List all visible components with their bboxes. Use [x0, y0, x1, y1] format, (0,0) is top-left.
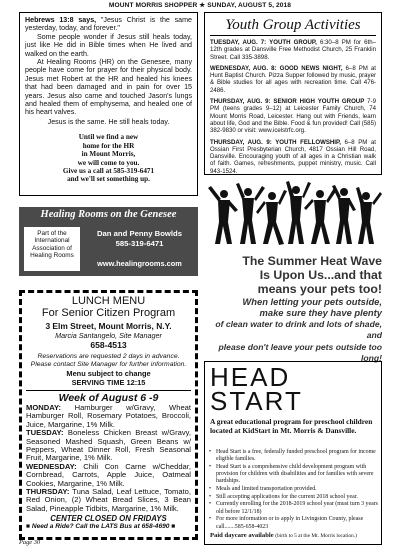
ride-notice: ■ Need a Ride? Call the LATS Bus at 658-4690 ■ [26, 523, 176, 531]
verse-paragraph [25, 16, 192, 33]
lunch-title: LUNCH MENU [71, 295, 146, 307]
event-heading: THURSDAY, AUG. 9: SENIOR HIGH YOUTH GROUP [210, 98, 365, 106]
dancing-silhouettes-image [204, 180, 382, 250]
reservation-line: Reservations are requested 2 days in advance. [37, 353, 180, 360]
lunch-phone: 658-4513 [90, 340, 127, 350]
page-number: Page 30 [19, 539, 41, 546]
head-start-bullets [209, 449, 379, 531]
lunch-subtitle: For Senior Citizen Program [41, 307, 176, 319]
bullet-item: • Currently enrolling for the 2018-2019 school year (must turn 3 years old before 12/1/18) [209, 501, 379, 515]
youth-event [210, 98, 376, 134]
bullet-item: • Still accepting applications for the current 2018 school year. [209, 494, 379, 501]
heat-headline-line: means your pets too! [257, 282, 382, 296]
banner-title: Healing Rooms on the Genesee [40, 209, 177, 220]
day-label: WEDNESDAY: [26, 461, 77, 471]
page-header: MOUNT MORRIS SHOPPER ★ SUNDAY, AUGUST 5, 2018 [108, 2, 292, 9]
association-line: International [34, 237, 70, 245]
head-start-title-line: START [210, 386, 303, 416]
head-start-box [204, 361, 382, 545]
youth-event [210, 39, 376, 61]
lunch-manager: Marcia Santangelo, Site Manager [55, 331, 162, 340]
note-line: in Mount Morris, [81, 150, 136, 159]
day-label: THURSDAY: [26, 487, 70, 497]
menu-day [26, 404, 191, 429]
menu-day [26, 429, 191, 463]
lunch-address: 3 Elm Street, Mount Morris, N.Y. [45, 321, 172, 331]
healing-article [19, 12, 198, 196]
head-start-title-line: HEAD [210, 362, 291, 392]
notice-line: SERVING TIME 12:15 [71, 378, 146, 387]
week-heading: Week of August 6 -9 [26, 390, 191, 404]
healing-paragraph-1: Some people wonder if Jesus still heals today, just like He did in Bible times when He lived and walked on the earth. [25, 32, 192, 58]
event-heading: THURSDAY, AUG. 9: YOUTH FELLOWSHIP, [210, 138, 341, 146]
day-menu: Boneless Chicken Breast w/Gravy, Seasoned Mashed Squash, Green Beans w/ Peppers, Wheat Dinner Roll, Fresh Seasonal Fruit, Margarine, 1% Milk. [26, 428, 191, 463]
lunch-menu-box [19, 290, 198, 540]
event-heading: WEDNESDAY, AUG. 8: GOOD NEWS NIGHT, [210, 64, 343, 72]
verse-reference: Hebrews 13:8 says, [25, 16, 97, 24]
note-line: and we'll set something up. [67, 175, 150, 184]
day-menu: Hamburger w/Gravy, Wheat Hamburger Roll, Rosemary Potatoes, Broccoli, Juice, Margarine, 1% Milk. [26, 403, 191, 429]
healing-paragraph-2: At Healing Rooms (HR) on the Genesee, many people have come for prayer for their physical body. Jesus met Robert at the HR and healed his knees that had been damaged and in pain for over 15 years. Jesus also came and touched Jason's lungs and healed them of emphysema, and healed one of his heart valves. [25, 58, 192, 117]
contact-phone: 585-319-6471 [115, 238, 164, 248]
association-line: Association of [32, 244, 72, 252]
day-label: TUESDAY: [26, 428, 64, 438]
youth-title: Youth Group Activities [210, 15, 376, 36]
youth-activities-box [204, 12, 382, 175]
closed-notice: CENTER CLOSED ON FRIDAYS [50, 514, 167, 524]
youth-event [210, 65, 376, 94]
bullet-item: • Head Start is a comprehensive child development program with provision for children with disabilities and for families with severe hardships. [209, 464, 379, 486]
bullet-item: • For more information or to apply in Livingston County, please call.......585-658-4023 [209, 516, 379, 530]
heat-headline-line: The Summer Heat Wave [242, 254, 382, 268]
contact-block [85, 229, 194, 248]
menu-day [26, 488, 191, 513]
reservation-line: Please contact Site Manager for further information. [30, 361, 187, 368]
heat-subtext-line: make sure they have plenty [259, 307, 382, 319]
lunch-notice [26, 369, 191, 387]
association-line: Healing Rooms [30, 252, 74, 260]
healing-rooms-banner [19, 207, 198, 276]
menu-day [26, 463, 191, 488]
event-details: 6–8 PM at Ossian First Presbyterian Church, 4817 Ossian Hill Road, Dansville. Encouraging youth of all ages in a Christian walk of faith. Games, refreshments, puppet ministry, music. Call 943-1524. [210, 138, 376, 175]
event-heading: TUESDAY, AUG. 7: YOUTH GROUP, [210, 39, 317, 46]
heat-subtext-line: When letting your pets outside, [242, 296, 382, 307]
healing-contact-note [25, 133, 192, 183]
heat-subtext-line: please don't leave your pets outside too long! [218, 341, 382, 364]
healing-paragraph-3: Jesus is the same. He still heals today. [47, 117, 170, 126]
note-line: Until we find a new [78, 133, 139, 142]
bullet-item: • Meals and limited transportation provided. [209, 486, 379, 493]
bullet-item: • Head Start is a free, federally funded preschool program for income eligible families. [209, 449, 379, 463]
heat-headline-line: Is Upon Us...and that [259, 268, 382, 282]
note-line: we will come to you. [77, 158, 140, 167]
youth-event [210, 139, 376, 175]
event-details: 7-9 PM (teens grades 9–12) at Leicester Family Church, 74 Mount Morris Road, Leicester. Hang out with Friends, learn about life, God and the Bible. Food & fun provided! Call (585) 382-9830 or visit: www.icelstrfc.org. [210, 98, 376, 135]
event-details: 6–8 PM at Hunt Baptist Church. Pizza Supper followed by music, prayer & Bible studies for all ages with recreation time. Call 476-2486. [210, 64, 376, 94]
event-details: 6:30–8 PM for 6th–12th grades at Dansville Free Methodist Church, 25 Franklin Street. Call 335-3898. [210, 39, 376, 61]
paid-daycare-detail: (birth to 5 at the Mt. Morris location.) [275, 533, 357, 539]
day-label: MONDAY: [26, 403, 62, 412]
lunch-reservations [26, 353, 191, 369]
contact-names: Dan and Penny Bowlds [96, 229, 182, 238]
heat-subtext-line: of clean water to drink and lots of shade, and [215, 318, 382, 341]
association-line: Part of the [37, 230, 67, 237]
website-link[interactable]: www.healingrooms.com [97, 259, 182, 268]
day-menu: Chili Con Carne w/Cheddar, Cornbread, Carrots, Apple Juice, Oatmeal Cookies, Margarine, 1% Milk. [26, 461, 191, 488]
head-start-intro: A great educational program for preschool children located at KidStart in Mt. Morris & Dansville. [210, 417, 373, 435]
note-line: Give us a call at 585-319-6471 [62, 166, 155, 175]
notice-line: Menu subject to change [66, 369, 151, 378]
paid-daycare-main: Paid daycare available [210, 532, 276, 539]
heat-wave-notice [204, 254, 382, 364]
paid-daycare-note [210, 532, 378, 540]
verse-text: "Jesus Christ is the same yesterday, today, and forever." [25, 16, 192, 33]
note-line: home for the HR [82, 141, 135, 150]
day-menu: Tuna Salad, Leaf Lettuce, Tomato, Red Onion, (2) Wheat Bread Slices, 3 Bean Salad, Pineapple Tidbits, Margarine, 1% Milk. [26, 487, 191, 513]
association-box [24, 227, 80, 271]
